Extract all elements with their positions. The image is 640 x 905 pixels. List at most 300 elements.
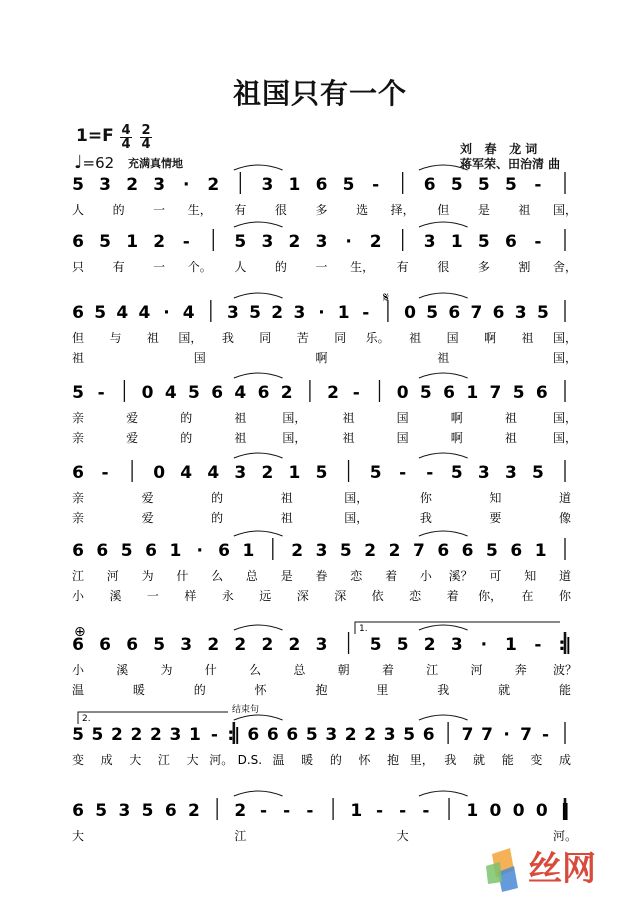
note-symbol: · [480, 635, 488, 655]
lyric-syllable: 祖 [409, 331, 422, 345]
lyric-syllable: 多 [477, 260, 490, 274]
note-symbol: 0 [396, 383, 409, 403]
note-symbol: 6 [164, 801, 177, 821]
lyric-syllable: 国， [282, 411, 307, 425]
note-symbol: 6 [510, 541, 523, 561]
lyric-syllable: 大 [71, 829, 85, 843]
note-symbol: 6 [96, 541, 109, 561]
notation-system [72, 165, 577, 217]
lyric-syllable: 怀 [358, 753, 371, 767]
lyric-syllable: 亲 [71, 511, 85, 525]
slur [234, 293, 283, 298]
note-symbol: 5 [532, 463, 544, 483]
note-symbol: 2 [188, 801, 200, 821]
lyric-syllable: 江 [157, 753, 170, 767]
note-symbol: 5 [234, 232, 247, 252]
note-symbol: 5 [419, 383, 432, 403]
lyric-syllable: 是 [477, 203, 490, 217]
note-symbol: 3 [315, 232, 328, 252]
lyric-syllable: 祖 [280, 491, 293, 505]
lyric-syllable: 抱 [315, 683, 328, 697]
lyric-syllable: 就 [473, 753, 486, 767]
lyric-syllable: 的 [112, 203, 125, 217]
note-symbol: · [196, 541, 203, 561]
lyric-syllable: 的 [180, 431, 193, 445]
lyric-syllable: 江 [426, 663, 439, 677]
lyric-syllable: 但 [437, 203, 450, 217]
time-signature-2: 2 4 [141, 123, 151, 152]
lyric-syllable: 的 [193, 683, 206, 697]
lyric-syllable: 祖 [234, 431, 247, 445]
lyric-syllable: 与 [109, 331, 122, 345]
slur [234, 625, 283, 630]
lyric-syllable: 亲 [71, 431, 85, 445]
note-symbol: 3 [261, 232, 274, 252]
lyric-syllable: 眷 [315, 569, 328, 583]
notation-system [72, 703, 571, 767]
note-symbol: 4 [138, 303, 151, 323]
lyric-syllable: 样 [184, 589, 197, 603]
lyric-syllable: 要 [489, 511, 502, 525]
lyric-syllable: 祖 [234, 411, 247, 425]
note-symbol: 0 [535, 801, 548, 821]
lyric-syllable: 温 [71, 683, 85, 697]
note-symbol: 2 [271, 303, 284, 323]
note-symbol: - [422, 801, 430, 821]
volta-bracket [355, 622, 560, 634]
slur [234, 531, 283, 536]
slur [234, 791, 283, 796]
note-symbol: 1 [337, 303, 350, 323]
lyric-syllable: 国， [178, 331, 203, 345]
note-symbol: 3 [383, 725, 396, 745]
note-symbol: 3 [118, 801, 131, 821]
note-symbol: 5 [504, 175, 517, 195]
note-symbol: 5 [153, 635, 166, 655]
note-symbol: - [210, 725, 218, 745]
note-symbol: 3 [315, 541, 328, 561]
note-symbol: 2 [327, 383, 340, 403]
note-symbol: 0 [404, 303, 416, 323]
note-symbol: 3 [315, 635, 328, 655]
note-symbol: 2 [344, 725, 357, 745]
note-symbol: 7 [481, 725, 494, 745]
lyric-syllable: 大 [396, 829, 409, 843]
note-symbol: 5 [72, 725, 84, 745]
lyric-syllable: 成 [558, 753, 572, 767]
note-symbol: - [372, 175, 380, 195]
lyric-syllable: 奔 [514, 663, 527, 677]
lyric-syllable: 我 [419, 511, 432, 525]
lyric-syllable: 国 [396, 411, 409, 425]
lyric-syllable: 总 [293, 663, 306, 677]
note-symbol: 2 [261, 635, 274, 655]
note-symbol: 5 [342, 175, 355, 195]
lyric-syllable: 祖 [146, 331, 159, 345]
note-symbol: - [97, 383, 105, 403]
lyric-syllable: 爱 [141, 491, 154, 505]
note-symbol: 2 [149, 725, 162, 745]
lyric-syllable: 深 [334, 589, 347, 603]
lyric-syllable: 在 [521, 589, 534, 603]
lyric-syllable: 你 [419, 491, 432, 505]
lyric-syllable: 苦 [296, 331, 309, 345]
lyric-syllable: 大 [186, 753, 199, 767]
lyric-syllable: 知 [489, 491, 502, 505]
lyric-syllable: 国， [344, 511, 369, 525]
note-symbol: 2 [291, 541, 304, 561]
lyric-syllable: 同 [259, 331, 272, 345]
time-signature-1: 4 4 [121, 123, 131, 152]
lyric-syllable: 知 [524, 569, 537, 583]
note-symbol: - [306, 801, 314, 821]
lyric-syllable: 个。 [187, 260, 212, 274]
note-symbol: 3 [325, 725, 338, 745]
lyricist-credit: 刘 春 龙 词 [460, 142, 538, 156]
lyric-syllable: 着 [446, 589, 459, 603]
tempo-marking: ♩=62 [74, 152, 115, 173]
note-symbol: 5 [486, 541, 498, 561]
lyric-syllable: 的 [274, 260, 287, 274]
note-symbol: 2 [153, 232, 166, 252]
lyric-syllable: 只 [71, 260, 85, 274]
lyric-syllable: 国 [193, 351, 206, 365]
note-symbol: 2 [364, 541, 377, 561]
watermark-text: 丝网 [528, 851, 596, 888]
note-symbol: 2 [280, 383, 293, 403]
note-symbol: 3 [234, 463, 247, 483]
note-symbol: 1 [126, 232, 139, 252]
lyric-syllable: 乐。 [365, 331, 390, 345]
note-symbol: 3 [423, 232, 436, 252]
lyric-syllable: 啊 [315, 351, 328, 365]
lyric-syllable: 江 [234, 829, 247, 843]
lyric-syllable: 国， [552, 351, 578, 365]
note-symbol: 4 [207, 463, 220, 483]
note-symbol: 2 [207, 635, 220, 655]
note-symbol: 2 [130, 725, 143, 745]
lyric-syllable: 能 [501, 753, 514, 767]
lyric-syllable: 人 [71, 203, 85, 217]
lyric-syllable: 一 [153, 260, 166, 274]
lyric-syllable: 啊 [450, 411, 463, 425]
note-symbol: 5 [426, 303, 439, 323]
lyric-syllable: 抱 [387, 753, 400, 767]
lyric-syllable: 我 [437, 683, 450, 697]
note-symbol: ‖ [560, 801, 570, 821]
note-symbol: 1 [466, 383, 479, 403]
lyric-syllable: 的 [211, 511, 224, 525]
lyric-syllable: 人 [234, 260, 247, 274]
lyric-syllable: 么 [249, 663, 262, 677]
watermark-logo [484, 838, 624, 894]
note-symbol: 2 [423, 635, 436, 655]
lyric-syllable: 有 [396, 260, 409, 274]
note-symbol: - [283, 801, 291, 821]
lyric-syllable: 什 [176, 569, 189, 583]
lyric-syllable: 小 [419, 569, 432, 583]
watermark-emblem-icon [486, 848, 518, 892]
slur [234, 373, 283, 378]
composer-credit: 蒋军荣、田治清 曲 [460, 157, 561, 171]
lyric-syllable: 祖 [521, 331, 534, 345]
note-symbol: 2 [261, 463, 274, 483]
note-symbol: 3 [514, 303, 527, 323]
lyric-syllable: 道 [558, 569, 572, 583]
note-symbol: - [534, 175, 542, 195]
note-symbol: 2 [207, 175, 220, 195]
note-symbol: · [345, 232, 352, 252]
note-symbol: 5 [315, 463, 328, 483]
note-symbol: :| [227, 725, 241, 745]
lyric-syllable: 的 [329, 753, 342, 767]
note-symbol: 4 [182, 303, 195, 323]
note-symbol: 6 [286, 725, 299, 745]
note-symbol: 6 [72, 463, 84, 483]
note-symbol: 2 [364, 725, 377, 745]
note-symbol: 6 [72, 303, 84, 323]
note-symbol: - [182, 232, 190, 252]
note-symbol: 1 [169, 541, 182, 561]
note-symbol: 6 [72, 801, 84, 821]
note-symbol: 3 [504, 463, 517, 483]
lyric-syllable: 小 [71, 663, 85, 677]
slur [419, 625, 468, 630]
slur [234, 222, 283, 227]
note-symbol: 1 [288, 175, 301, 195]
lyric-syllable: 一 [146, 589, 159, 603]
lyric-syllable: 割 [518, 260, 531, 274]
lyric-syllable: 亲 [71, 491, 85, 505]
note-symbol: 1 [188, 725, 201, 745]
lyric-syllable: 恋 [350, 569, 363, 583]
lyric-syllable: 波？ [552, 663, 578, 677]
note-symbol: 0 [153, 463, 166, 483]
note-symbol: 5 [120, 541, 133, 561]
lyric-syllable: 国 [446, 331, 459, 345]
note-symbol: 6 [535, 383, 548, 403]
note-symbol: 5 [536, 303, 549, 323]
note-symbol: - [259, 801, 268, 821]
lyric-syllable: 溪？ [448, 569, 473, 583]
lyric-syllable: 远 [259, 589, 272, 603]
coda-label: 结束句 [232, 705, 260, 715]
note-symbol: 3 [227, 303, 239, 323]
lyric-syllable: 温 [272, 753, 285, 767]
lyric-syllable: 择， [390, 203, 415, 217]
lyric-syllable: 可 [489, 569, 502, 583]
note-symbol: 5 [188, 383, 200, 403]
lyric-syllable: 祖 [280, 511, 293, 525]
slur [234, 165, 283, 170]
lyric-syllable: 爱 [126, 431, 139, 445]
lyric-syllable: 河 [470, 663, 483, 677]
lyric-syllable: 我 [444, 753, 457, 767]
lyric-syllable: 什 [204, 663, 217, 677]
note-symbol: - [534, 635, 542, 655]
lyric-syllable: 怀 [254, 683, 267, 697]
note-symbol: 5 [396, 635, 409, 655]
lyric-syllable: 深 [296, 589, 309, 603]
lyric-syllable: 国， [282, 431, 307, 445]
lyric-syllable: 祖 [504, 431, 517, 445]
lyric-syllable: 为 [141, 569, 154, 583]
lyric-syllable: 舍， [552, 260, 578, 274]
note-symbol: 4 [116, 303, 129, 323]
lyric-syllable: 生， [350, 260, 375, 274]
note-symbol: 4 [164, 383, 177, 403]
lyric-syllable: 很 [274, 203, 287, 217]
lyric-syllable: 爱 [126, 411, 139, 425]
key-signature: 1=F [76, 126, 114, 146]
note-symbol: 5 [450, 175, 463, 195]
lyric-syllable: 能 [558, 683, 572, 697]
note-symbol: - [399, 801, 407, 821]
lyric-syllable: 你 [558, 589, 572, 603]
note-symbol: - [352, 383, 360, 403]
note-symbol: 7 [470, 303, 483, 323]
lyric-syllable: 国， [552, 203, 578, 217]
note-symbol: - [541, 725, 550, 745]
note-symbol: 5 [339, 541, 352, 561]
note-symbol: 1 [450, 232, 463, 252]
lyric-syllable: 恋 [409, 589, 422, 603]
lyric-syllable: 祖 [71, 351, 85, 365]
lyric-syllable: 变 [71, 753, 85, 767]
note-symbol: 6 [72, 232, 84, 252]
note-symbol: 6 [99, 635, 111, 655]
note-symbol: 6 [247, 725, 260, 745]
note-symbol: 1 [534, 541, 547, 561]
lyric-syllable: 成 [100, 753, 113, 767]
quarter-note-icon: ♩ [74, 152, 83, 173]
segno-icon: 𝄋 [383, 290, 390, 306]
slur [419, 293, 468, 298]
note-symbol: 4 [234, 383, 247, 403]
note-symbol: - [362, 303, 370, 323]
expression-marking: 充满真情地 [128, 157, 183, 170]
note-symbol: 1 [466, 801, 479, 821]
note-symbol: 5 [72, 175, 84, 195]
lyric-syllable: 国， [552, 331, 578, 345]
note-symbol: 4 [180, 463, 193, 483]
lyric-syllable: 你， [478, 589, 503, 603]
note-symbol: 2 [234, 801, 247, 821]
note-symbol: 1 [504, 635, 517, 655]
note-symbol: 3 [99, 175, 111, 195]
lyric-syllable: 河 [106, 569, 119, 583]
lyric-syllable: 河。 [552, 829, 578, 843]
lyric-syllable: 祖 [342, 411, 355, 425]
note-symbol: 6 [492, 303, 505, 323]
note-symbol: 3 [261, 175, 274, 195]
note-symbol: 5 [94, 303, 107, 323]
note-symbol: 3 [477, 463, 490, 483]
note-symbol: 6 [257, 383, 270, 403]
note-symbol: 6 [218, 541, 231, 561]
note-symbol: - [375, 801, 384, 821]
note-symbol: 3 [169, 725, 182, 745]
note-symbol: 6 [461, 541, 474, 561]
note-symbol: - [426, 463, 434, 483]
note-symbol: 3 [293, 303, 306, 323]
notation-system [72, 622, 577, 697]
note-symbol: 0 [141, 383, 154, 403]
note-symbol: 7 [461, 725, 474, 745]
note-symbol: :| [558, 635, 572, 655]
lyric-syllable: 祖 [437, 351, 450, 365]
lyric-syllable: 亲 [71, 411, 85, 425]
volta-label: 1. [359, 624, 368, 634]
notation-system [72, 791, 577, 843]
lyric-syllable: 有 [234, 203, 247, 217]
slur [234, 715, 283, 720]
note-symbol: · [503, 725, 510, 745]
lyric-syllable: 祖 [342, 431, 355, 445]
note-symbol: 5 [141, 801, 154, 821]
note-symbol: 1 [242, 541, 255, 561]
note-symbol: 6 [437, 541, 450, 561]
lyric-syllable: D.S. [237, 753, 263, 767]
note-symbol: 6 [211, 383, 224, 403]
volta-bracket [78, 712, 228, 724]
note-symbol: - [534, 232, 542, 252]
note-symbol: 2 [288, 232, 301, 252]
lyric-syllable: 河。 [209, 753, 234, 767]
lyric-syllable: 国 [396, 431, 409, 445]
note-symbol: 5 [305, 725, 318, 745]
notation-system [72, 531, 572, 603]
lyric-syllable: 暖 [301, 753, 314, 767]
note-symbol: 2 [126, 175, 139, 195]
note-symbol: 6 [126, 635, 139, 655]
note-symbol: 7 [520, 725, 532, 745]
note-symbol: 2 [369, 232, 382, 252]
lyric-syllable: 但 [71, 331, 85, 345]
note-symbol: 5 [369, 463, 382, 483]
slur [419, 715, 468, 720]
notation-system [72, 293, 577, 365]
lyric-syllable: 国， [552, 411, 578, 425]
note-symbol: 5 [450, 463, 463, 483]
lyric-syllable: 朝 [337, 663, 350, 677]
notation-system [72, 373, 577, 445]
note-symbol: · [318, 303, 325, 323]
note-symbol: 6 [72, 635, 84, 655]
note-symbol: 3 [153, 175, 166, 195]
lyric-syllable: 爱 [141, 511, 154, 525]
note-symbol: 5 [369, 635, 382, 655]
lyric-syllable: 着 [385, 569, 398, 583]
notation-system [72, 222, 577, 274]
lyric-syllable: 永 [221, 589, 234, 603]
note-symbol: 2 [288, 635, 301, 655]
slur [419, 373, 468, 378]
lyric-syllable: 依 [371, 589, 384, 603]
lyric-syllable: 么 [211, 569, 224, 583]
lyric-syllable: 一 [153, 203, 166, 217]
note-symbol: 5 [72, 383, 84, 403]
notation-system [72, 453, 571, 525]
lyric-syllable: 里 [376, 683, 389, 697]
lyric-syllable: 溪 [109, 589, 122, 603]
lyric-syllable: 总 [245, 569, 258, 583]
lyric-syllable: 国， [552, 431, 578, 445]
note-symbol: 6 [422, 725, 435, 745]
note-symbol: 5 [477, 232, 490, 252]
note-symbol: 6 [315, 175, 328, 195]
lyric-syllable: 一 [315, 260, 328, 274]
